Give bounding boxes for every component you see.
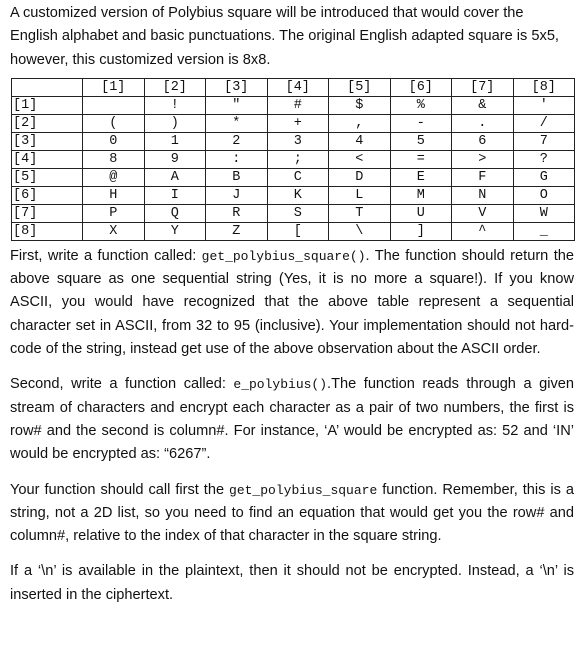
square-cell: \	[329, 222, 391, 240]
column-header: [7]	[452, 78, 514, 96]
square-cell: -	[390, 114, 452, 132]
square-cell: /	[513, 114, 575, 132]
second-text-b: .The function reads through a given stream of characters and encrypt each character as a pair of two numbers, the first is row# and the second is column#. For instance, ‘A’ would be encrypted as: 52 and ‘IN’ would be encrypted as: “6267”.	[10, 376, 574, 463]
square-cell: A	[144, 168, 206, 186]
square-cell: X	[83, 222, 145, 240]
second-paragraph	[10, 373, 574, 466]
square-cell: ]	[390, 222, 452, 240]
square-cell: #	[267, 96, 329, 114]
row-header: [6]	[12, 186, 83, 204]
square-cell: >	[452, 150, 514, 168]
square-cell: @	[83, 168, 145, 186]
column-header: [2]	[144, 78, 206, 96]
row-header: [2]	[12, 114, 83, 132]
e-polybius-code: e_polybius()	[233, 377, 328, 393]
square-cell: G	[513, 168, 575, 186]
square-cell: 8	[83, 150, 145, 168]
column-header: [4]	[267, 78, 329, 96]
square-cell: H	[83, 186, 145, 204]
square-row	[12, 96, 575, 114]
square-cell: "	[206, 96, 268, 114]
square-cell: L	[329, 186, 391, 204]
row-header: [3]	[12, 132, 83, 150]
first-text-a: First, write a function called:	[10, 247, 202, 264]
square-cell: I	[144, 186, 206, 204]
square-cell: 4	[329, 132, 391, 150]
square-cell: W	[513, 204, 575, 222]
second-text-a: Second, write a function called:	[10, 376, 234, 393]
polybius-square-body	[12, 78, 575, 240]
column-header: [8]	[513, 78, 575, 96]
square-cell: Z	[206, 222, 268, 240]
square-cell: 1	[144, 132, 206, 150]
square-cell: 3	[267, 132, 329, 150]
row-header: [8]	[12, 222, 83, 240]
square-cell: S	[267, 204, 329, 222]
fourth-paragraph: If a ‘\n’ is available in the plaintext, then it should not be encrypted. Instead, a ‘\n’ is inserted in the ciphertext.	[10, 563, 574, 603]
third-text-b: function. Remember, this is a string, not a 2D list, so you need to find an equation that would get you the row# and column#, relative to the index of that character in the square string.	[10, 481, 574, 545]
square-cell: !	[144, 96, 206, 114]
square-cell	[83, 96, 145, 114]
square-cell: R	[206, 204, 268, 222]
square-cell: .	[452, 114, 514, 132]
square-cell: 0	[83, 132, 145, 150]
square-cell: T	[329, 204, 391, 222]
square-cell: J	[206, 186, 268, 204]
third-text-a: Your function should call first the	[10, 481, 230, 498]
get-polybius-square-code: get_polybius_square()	[201, 248, 366, 264]
square-cell: ^	[452, 222, 514, 240]
square-cell: 9	[144, 150, 206, 168]
square-cell: D	[329, 168, 391, 186]
square-cell: 2	[206, 132, 268, 150]
square-cell: 5	[390, 132, 452, 150]
square-cell: %	[390, 96, 452, 114]
square-cell: [	[267, 222, 329, 240]
square-cell: O	[513, 186, 575, 204]
square-cell: V	[452, 204, 514, 222]
square-cell: 7	[513, 132, 575, 150]
square-cell: B	[206, 168, 268, 186]
square-cell: N	[452, 186, 514, 204]
square-cell: ?	[513, 150, 575, 168]
first-paragraph	[10, 245, 574, 361]
square-row	[12, 222, 575, 240]
square-cell: 6	[452, 132, 514, 150]
square-cell: =	[390, 150, 452, 168]
column-header: [3]	[206, 78, 268, 96]
square-cell: _	[513, 222, 575, 240]
square-cell: $	[329, 96, 391, 114]
square-cell: *	[206, 114, 268, 132]
row-header: [7]	[12, 204, 83, 222]
square-cell: '	[513, 96, 575, 114]
intro-paragraph: A customized version of Polybius square will be introduced that would cover the English alphabet and basic punctuations. The original English adapted square is 5x5, however, this customized version is 8x8.	[10, 5, 559, 68]
column-header: [5]	[329, 78, 391, 96]
square-cell: F	[452, 168, 514, 186]
polybius-square-table	[11, 78, 575, 241]
square-cell: ;	[267, 150, 329, 168]
square-cell: )	[144, 114, 206, 132]
square-cell: U	[390, 204, 452, 222]
square-cell: +	[267, 114, 329, 132]
square-cell: <	[329, 150, 391, 168]
row-header: [4]	[12, 150, 83, 168]
column-header: [1]	[83, 78, 145, 96]
column-header-row	[12, 78, 575, 96]
square-cell: :	[206, 150, 268, 168]
square-cell: ,	[329, 114, 391, 132]
row-header: [5]	[12, 168, 83, 186]
column-header: [6]	[390, 78, 452, 96]
first-text-b: . The function should return the above square as one sequential string (Yes, it is no more a square!). If you know ASCII, you would have recognized that the above table represent a sequential character set in ASCII, from 32 to 95 (inclusive). Your implementation should not hard-code of the string, instead get use of the above observation about the ASCII order.	[10, 247, 574, 358]
square-cell: Y	[144, 222, 206, 240]
square-row	[12, 204, 575, 222]
square-row	[12, 168, 575, 186]
square-row	[12, 132, 575, 150]
third-paragraph	[10, 479, 574, 549]
square-cell: P	[83, 204, 145, 222]
square-cell: E	[390, 168, 452, 186]
get-polybius-square-code: get_polybius_square	[229, 482, 378, 498]
square-cell: Q	[144, 204, 206, 222]
square-cell: K	[267, 186, 329, 204]
square-row	[12, 150, 575, 168]
square-cell: (	[83, 114, 145, 132]
square-cell: M	[390, 186, 452, 204]
square-row	[12, 186, 575, 204]
square-cell: &	[452, 96, 514, 114]
square-row	[12, 114, 575, 132]
corner-cell	[12, 78, 83, 96]
row-header: [1]	[12, 96, 83, 114]
square-cell: C	[267, 168, 329, 186]
